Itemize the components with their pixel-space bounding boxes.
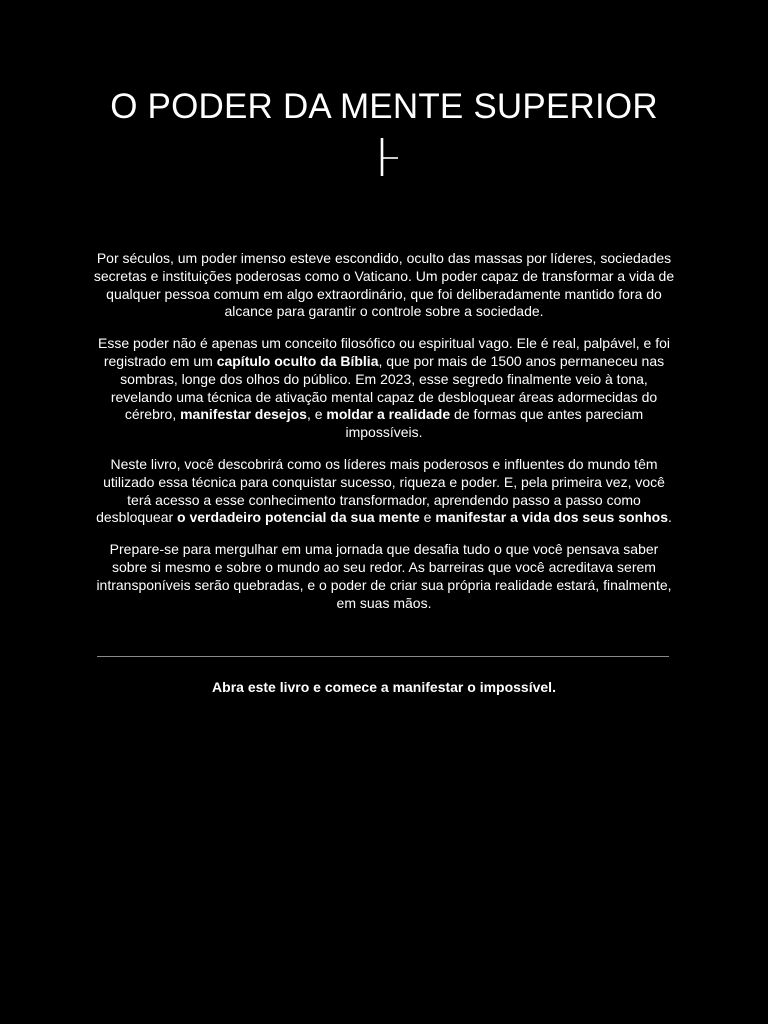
paragraph-text: Por séculos, um poder imenso esteve escondido, oculto das massas por líderes, sociedades secretas e instituições poderosas como o Vaticano. Um poder capaz de transformar a vida de qualquer pessoa comum em algo extraordinário, que foi deliberadamente mantido fora do alcance para garantir o controle sobre a sociedade. bbox=[93, 250, 675, 320]
body-paragraph bbox=[92, 456, 676, 527]
body-paragraph bbox=[92, 541, 676, 612]
emphasis-text: o verdadeiro potencial da sua mente bbox=[177, 509, 420, 526]
paragraph-text: , e bbox=[306, 406, 327, 423]
divider bbox=[97, 656, 669, 657]
body-paragraph bbox=[92, 250, 676, 321]
body-text bbox=[92, 250, 676, 626]
paragraph-text: Prepare-se para mergulhar em uma jornada que desafia tudo o que você pensava saber sobre si mesmo e sobre o mundo ao seu redor. As barreiras que você acreditava serem intransponíveis serão quebradas, e o poder de criar sua própria realidade estará, finalmente, em suas mãos. bbox=[96, 541, 672, 611]
page-title: O PODER DA MENTE SUPERIOR bbox=[110, 87, 658, 126]
paragraph-text: e bbox=[419, 509, 436, 526]
paragraph-text: . bbox=[668, 509, 672, 526]
paragraph-text: Esse poder não é apenas um conceito filosófico ou espiritual vago. Ele é real, palpável, e foi registrado em um bbox=[97, 335, 671, 369]
emphasis-text: capítulo oculto da Bíblia bbox=[216, 352, 379, 369]
emphasis-text: manifestar a vida dos seus sonhos bbox=[435, 509, 669, 526]
paragraph-text: , que por mais de 1500 anos permaneceu nas sombras, longe dos olhos do público. Em 2023, esse segredo finalmente veio à tona, revelando uma técnica de ativação mental capaz de desbloquear áreas adormecidas do cérebro, bbox=[110, 352, 665, 423]
paragraph-text: de formas que antes pareciam impossíveis. bbox=[345, 406, 644, 441]
emphasis-text: manifestar desejos bbox=[180, 406, 307, 423]
rune-symbol-icon bbox=[376, 136, 400, 178]
paragraph-text: Neste livro, você descobrirá como os líderes mais poderosos e influentes do mundo têm utilizado essa técnica para conquistar sucesso, riqueza e poder. E, pela primeira vez, você terá acesso a esse conhecimento transformador, aprendendo passo a passo como desbloquear bbox=[96, 455, 665, 526]
body-paragraph bbox=[92, 335, 676, 442]
closing-statement: Abra este livro e comece a manifestar o impossível. bbox=[212, 679, 556, 695]
emphasis-text: moldar a realidade bbox=[326, 406, 451, 423]
